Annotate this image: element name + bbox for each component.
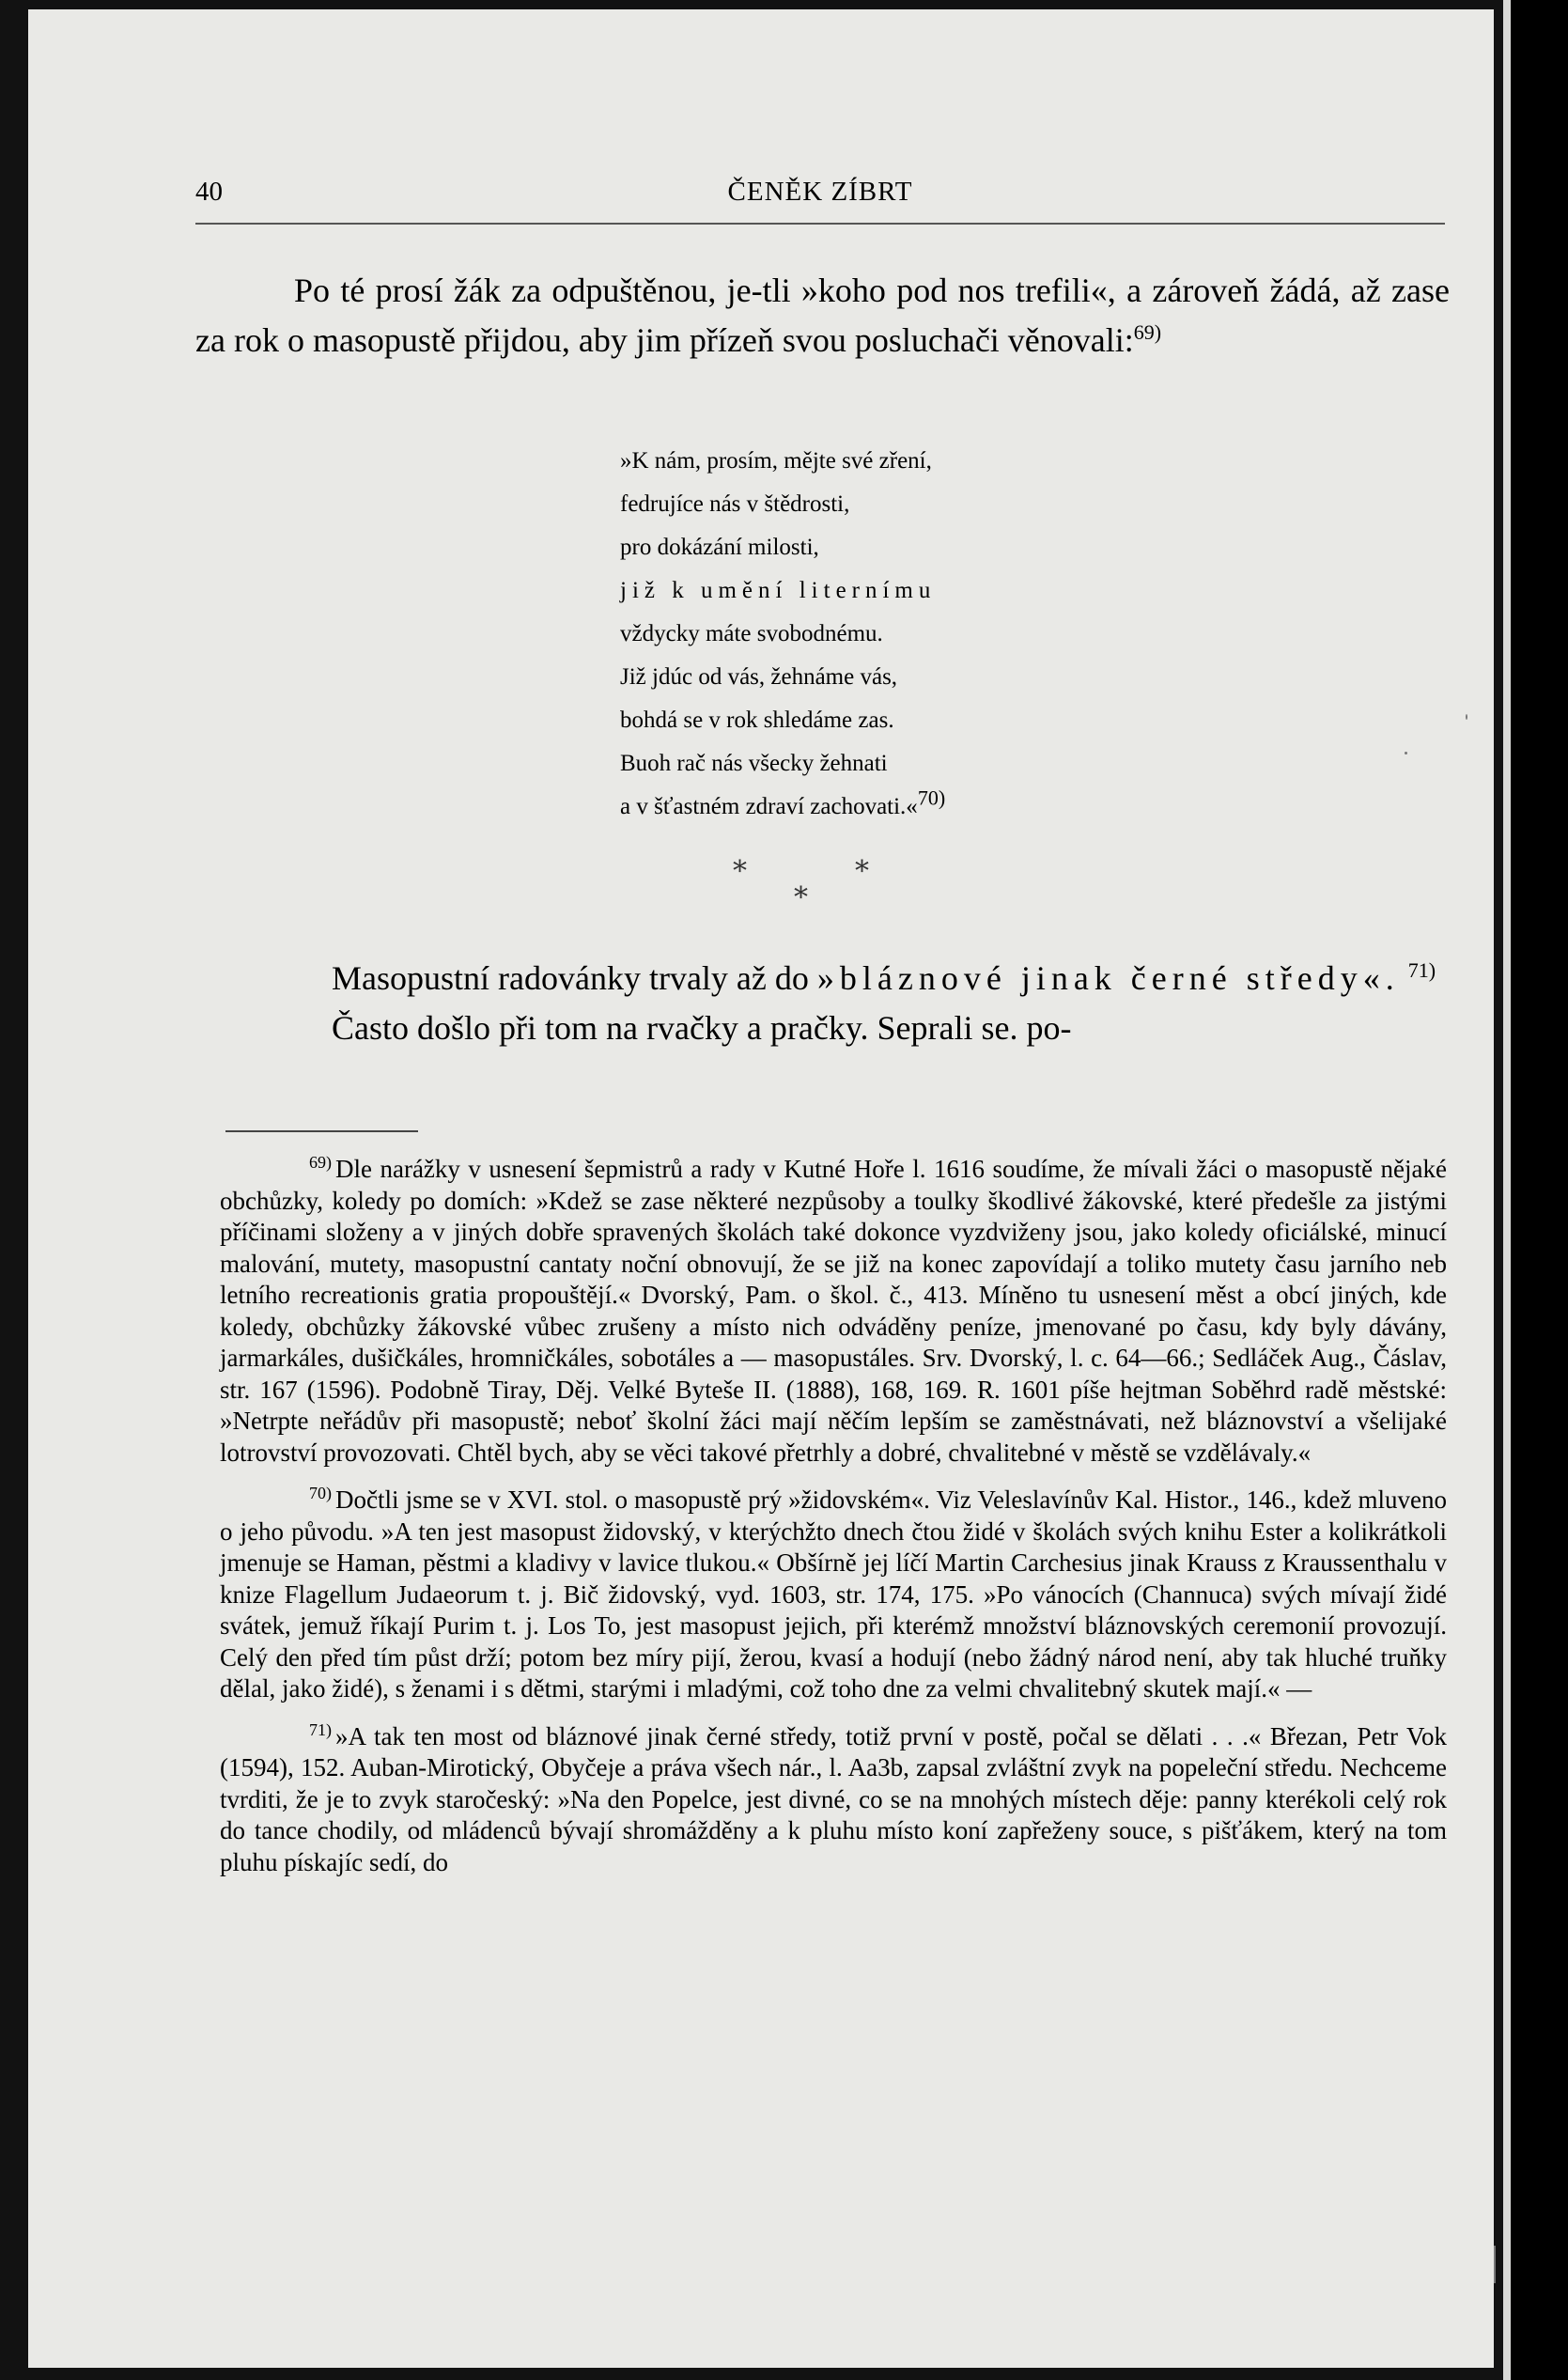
footnote-ref-69: 69) [1133, 320, 1162, 344]
page-number: 40 [195, 177, 223, 207]
poem-line: »K nám, prosím, mějte své zření, [620, 448, 932, 474]
scan-speck [1405, 752, 1407, 754]
footnote-ref-71: 71) [1407, 958, 1436, 982]
footnote-71 [220, 1721, 1447, 1879]
paragraph-2 [195, 954, 1450, 1053]
paragraph-1 [195, 266, 1450, 366]
scan-speck [1494, 2246, 1496, 2283]
paragraph-2-emphasis: »bláznové jinak černé středy«. [816, 959, 1400, 997]
footnote-mark: 69) [309, 1153, 332, 1172]
asterisk: * [794, 881, 808, 914]
footnote-text: »A tak ten most od bláznové jinak černé středy, totiž první v postě, počal se dělati . . .« Březan, Petr Vok (1594), 152. Auban-Mirotický, Obyčeje a práva všech nár., l. Aa3b, zapsal zvláštní zvyk na popeleční středu. Nechceme tvrditi, že je to zvyk staročeský: »Na den Popelce, jest divné, co se na mnohých místech děje: panny kterékoli celý rok do tance chodily, od mládenců bývají shromážděny a k pluhu místo koní zapřeženy souce, s pišťákem, který na tom pluhu pískajíc sedí, do [220, 1721, 1447, 1876]
asterisk: * [855, 855, 869, 888]
footnote-mark: 70) [309, 1484, 332, 1502]
poem-line: již k umění liternímu [620, 578, 937, 603]
poem-line: bohdá se v rok shledáme zas. [620, 708, 894, 733]
poem-line: fedrujíce nás v štědrosti, [620, 491, 850, 517]
footnote-text: Dle narážky v usnesení šepmistrů a rady v Kutné Hoře l. 1616 soudíme, že mívali žáci o masopustě nějaké obchůzky, koledy po domích: »Kdež se zase některé nezpůsoby a toulky škodlivé žákovské, které předešle za jistými příčinami složeny a v jiných dobře spravených školách také dokonce vyzdviženy jsou, jako koledy oficiálské, minucí malování, mutety, masopustní cantaty noční obnovují, že se již na konec zapovídají a toliko mutety času jarního neb letního recreationis gratia propouštějí.« Dvorský, Pam. o škol. č., 413. Míněno tu usnesení měst a obcí jiných, kde koledy, obchůzky žákovské vůbec zrušeny a místo nich odváděny peníze, jmenované po času, kdy byly dávány, jarmarkáles, dušičkáles, hromničkáles, sobotáles a — masopustáles. Srv. Dvorský, l. c. 64—66.; Sedláček Aug., Čáslav, str. 167 (1596). Podobně Tiray, Děj. Velké Byteše II. (1888), 168, 169. R. 1601 píše hejtman Soběhrd radě městské: »Netrpte neřádův při masopustě; neboť školní žáci mají něčím lepším se zaměstnávati, než bláznovství a všelijaké lotrovství provozovati. Chtěl bych, aby se věci takové přetrhly a dobré, chvalitebné v městě se vzdělávaly.« [220, 1155, 1447, 1467]
scan-speck [1466, 714, 1467, 720]
paragraph-3: Často došlo při tom na rvačky a pračky. Seprali se. po- [332, 1009, 1072, 1047]
running-title: ČENĚK ZÍBRT [727, 177, 913, 207]
poem-line: vždycky máte svobodnému. [620, 621, 883, 646]
poem [620, 440, 1221, 829]
page-edge [1503, 0, 1568, 2380]
footnote-70 [220, 1485, 1447, 1705]
footnotes [220, 1154, 1447, 1894]
footnote-69 [220, 1154, 1447, 1469]
section-break [733, 855, 921, 914]
asterisk: * [733, 855, 747, 888]
footnote-rule [225, 1130, 418, 1132]
poem-line [620, 786, 1221, 829]
poem-line-text: a v šťastném zdraví zachovati.« [620, 794, 918, 819]
poem-line: pro dokázání milosti, [620, 535, 819, 560]
header-rule [195, 223, 1445, 225]
footnote-mark: 71) [309, 1719, 332, 1739]
footnote-text: Dočtli jsme se v XVI. stol. o masopustě prý »židovském«. Viz Veleslavínův Kal. Histor., 146., kdež mluveno o jeho původu. »A ten jest masopust židovský, v kterýchžto dnech čtou židé v školách svých knihu Ester a kolikrátkoli jmenuje se Haman, pěstmi a kladivy v lavice tlukou.« Obšírně jej líčí Martin Carchesius jinak Krauss z Kraussenthalu v knize Flagellum Judaeorum t. j. Bič židovský, vyd. 1603, str. 174, 175. »Po vánocích (Channuca) svých mívají židé svátek, jemuž říkají Purim t. j. Los To, jest masopust jejich, při kterémž množství bláznovských ceremonií provozují. Celý den před tím půst drží; potom bez míry pijí, žerou, kvasí a hodují (nebo žádný národ není, aby tak hluché truňky dělal, jako židé), s ženami i s dětmi, starými i mladými, což toho dne za velmi chvalitebný skutek mají.« — [220, 1486, 1447, 1703]
page-header [195, 169, 1445, 216]
paragraph-2-text: Masopustní radovánky trvaly až do [332, 959, 809, 997]
poem-line: Již jdúc od vás, žehnáme vás, [620, 664, 898, 690]
paragraph-1-text: Po té prosí žák za odpuštěnou, je-tli »koho pod nos trefili«, a zároveň žádá, až zase za rok o masopustě přijdou, aby jim přízeň svou posluchači věnovali: [195, 272, 1450, 359]
poem-line: Buoh rač nás všecky žehnati [620, 751, 888, 776]
footnote-ref-70: 70) [917, 786, 946, 810]
